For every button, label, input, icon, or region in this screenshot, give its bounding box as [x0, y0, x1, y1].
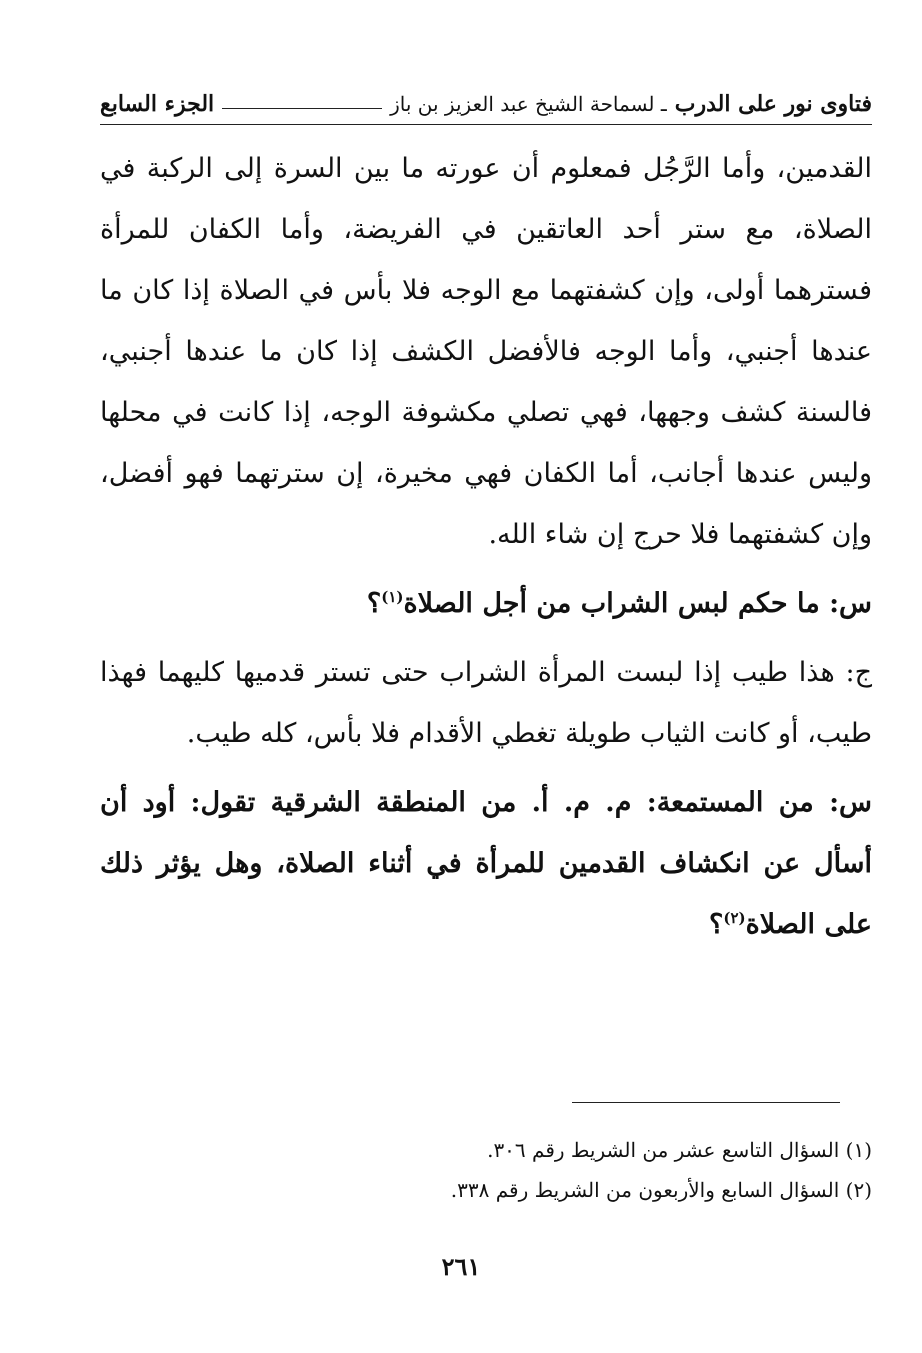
footnote-2: (٢) السؤال السابع والأربعون من الشريط رقم ٣٣٨.	[450, 1178, 872, 1202]
main-text	[100, 138, 872, 955]
footnote-ref-1[interactable]: (١)	[381, 588, 404, 606]
question-2	[100, 772, 872, 955]
question-2-mark: ؟	[709, 909, 724, 940]
author-name: ـ لسماحة الشيخ عبد العزيز بن باز	[390, 92, 667, 116]
part-title: الجزء السابع	[100, 91, 215, 117]
footnote-separator	[572, 1102, 840, 1103]
question-1-mark: ؟	[366, 588, 382, 619]
paragraph-continuation: القدمين، وأما الرَّجُل فمعلوم أن عورته ما بين السرة إلى الركبة في الصلاة، مع ستر أحد العاتقين في الفريضة، وأما الكفان للمرأة فسترهما أولى، وإن كشفتهما مع الوجه فلا بأس في الصلاة إذا كان ما عندها أجنبي، وأما الوجه فالأفضل الكشف إذا كان ما عندها أجنبي، فالسنة كشف وجهها، فهي تصلي مكشوفة الوجه، إذا كانت في محلها وليس عندها أجانب، أما الكفان فهي مخيرة، إن سترتهما فهو أفضل، وإن كشفتهما فلا حرج إن شاء الله.	[100, 153, 872, 550]
header-rule	[222, 108, 382, 109]
book-title: فتاوى نور على الدرب	[674, 91, 872, 117]
running-header	[100, 84, 872, 125]
page-number: ٢٦١	[441, 1252, 481, 1281]
question-1	[100, 573, 872, 634]
question-1-text: س: ما حكم لبس الشراب من أجل الصلاة	[403, 588, 872, 619]
footnotes	[100, 1130, 872, 1210]
footnote-1: (١) السؤال التاسع عشر من الشريط رقم ٣٠٦.	[487, 1138, 872, 1162]
question-2-text: س: من المستمعة: م. م. أ. من المنطقة الشرقية تقول: أود أن أسأل عن انكشاف القدمين للمرأة في أثناء الصلاة، وهل يؤثر ذلك على الصلاة	[100, 787, 872, 940]
answer-1: ج: هذا طيب إذا لبست المرأة الشراب حتى تستر قدميها كليهما فهذا طيب، أو كانت الثياب طويلة تغطي الأقدام فلا بأس، كله طيب.	[100, 657, 872, 749]
footnote-ref-2[interactable]: (٢)	[723, 909, 746, 927]
